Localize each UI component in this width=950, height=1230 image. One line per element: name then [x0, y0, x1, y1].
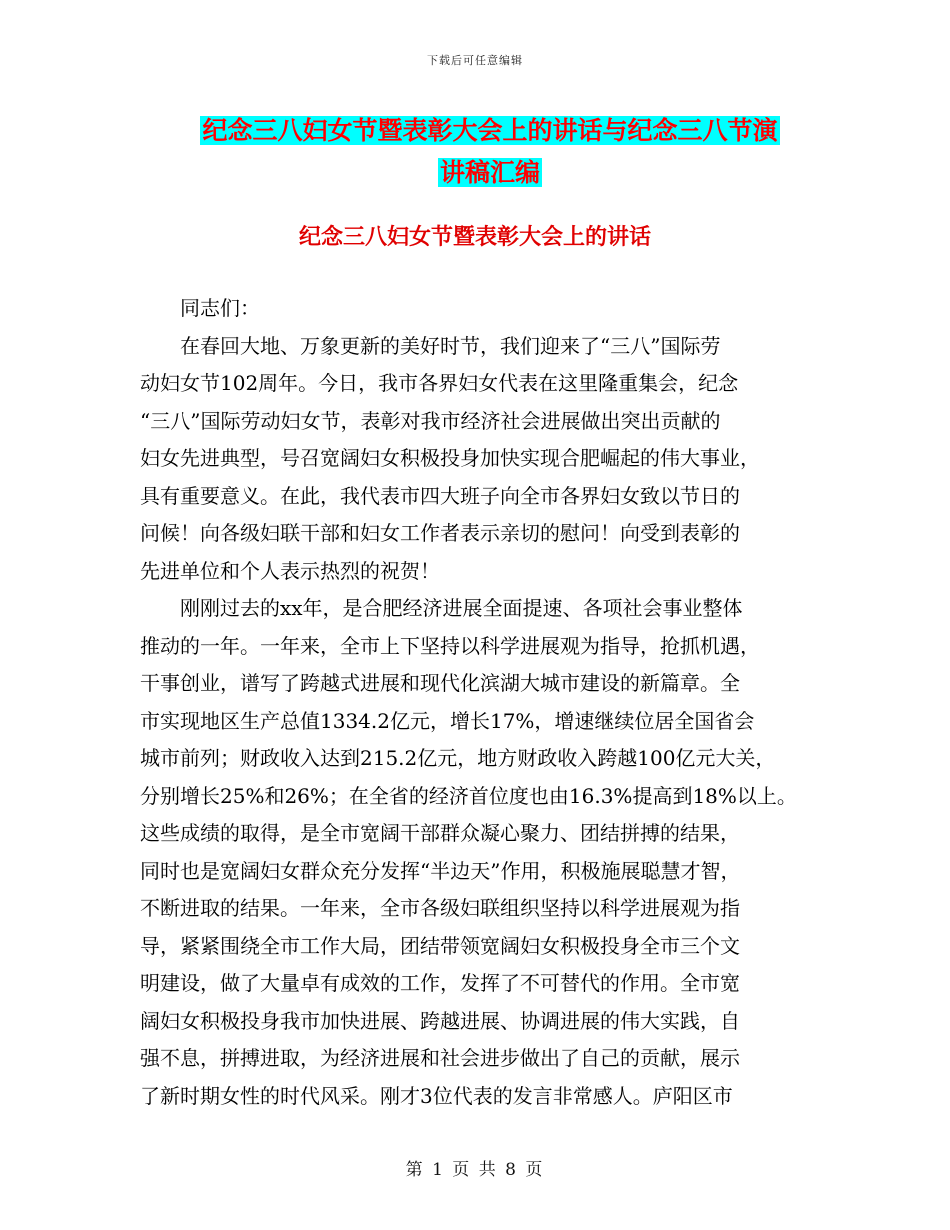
page-indicator: 第 1 页 共 8 页 [405, 1160, 545, 1180]
body-line: 分别增长25%和26%；在全省的经济首位度也由16.3%提高到18%以上。 [140, 783, 797, 808]
document-title-line-2: 讲稿汇编 [439, 158, 540, 187]
body-line: 刚刚过去的xx年，是合肥经济进展全面提速、各项社会事业整体 [140, 596, 743, 620]
body-line: 同志们： [140, 296, 260, 320]
body-line: 城市前列；财政收入达到215.2亿元，地方财政收入跨越100亿元大关， [140, 746, 776, 770]
body-text [140, 290, 830, 1115]
body-line: 具有重要意义。在此，我代表市四大班子向全市各界妇女致以节日的 [140, 483, 740, 508]
header-note: 下载后可任意编辑 [427, 54, 523, 67]
body-line: 推动的一年。一年来，全市上下坚持以科学进展观为指导，抢抓机遇， [140, 633, 760, 658]
body-line: 同时也是宽阔妇女群众充分发挥“半边天”作用，积极施展聪慧才智， [140, 858, 741, 883]
body-line: 问候！向各级妇联干部和妇女工作者表示亲切的慰问！向受到表彰的 [140, 521, 740, 545]
body-line: “三八”国际劳动妇女节，表彰对我市经济社会进展做出突出贡献的 [140, 408, 721, 433]
body-line: 妇女先进典型，号召宽阔妇女积极投身加快实现合肥崛起的伟大事业， [140, 446, 760, 470]
section-title: 纪念三八妇女节暨表彰大会上的讲话 [298, 225, 651, 250]
document-title-line-1: 纪念三八妇女节暨表彰大会上的讲话与纪念三八节演 [202, 116, 778, 145]
body-line: 导，紧紧围绕全市工作大局，团结带领宽阔妇女积极投身全市三个文 [140, 933, 740, 958]
body-line: 在春回大地、万象更新的美好时节，我们迎来了“三八”国际劳 [140, 333, 721, 358]
body-line: 先进单位和个人表示热烈的祝贺！ [140, 558, 440, 583]
body-line: 干事创业，谱写了跨越式进展和现代化滨湖大城市建设的新篇章。全 [140, 671, 740, 695]
body-line: 阔妇女积极投身我市加快进展、跨越进展、协调进展的伟大实践，自 [140, 1008, 740, 1033]
body-line: 了新时期女性的时代风采。刚才3位代表的发言非常感人。庐阳区市 [140, 1083, 733, 1108]
body-line: 不断进取的结果。一年来，全市各级妇联组织坚持以科学进展观为指 [140, 896, 740, 920]
body-line: 明建设，做了大量卓有成效的工作，发挥了不可替代的作用。全市宽 [140, 971, 740, 995]
body-line: 市实现地区生产总值1334.2亿元，增长17%，增速继续位居全国省会 [140, 708, 755, 733]
body-line: 强不息，拼搏进取，为经济进展和社会进步做出了自己的贡献，展示 [140, 1046, 740, 1070]
document-title [160, 110, 820, 194]
body-line: 这些成绩的取得，是全市宽阔干部群众凝心聚力、团结拼搏的结果， [140, 821, 740, 845]
body-line: 动妇女节102周年。今日，我市各界妇女代表在这里隆重集会，纪念 [140, 371, 739, 395]
